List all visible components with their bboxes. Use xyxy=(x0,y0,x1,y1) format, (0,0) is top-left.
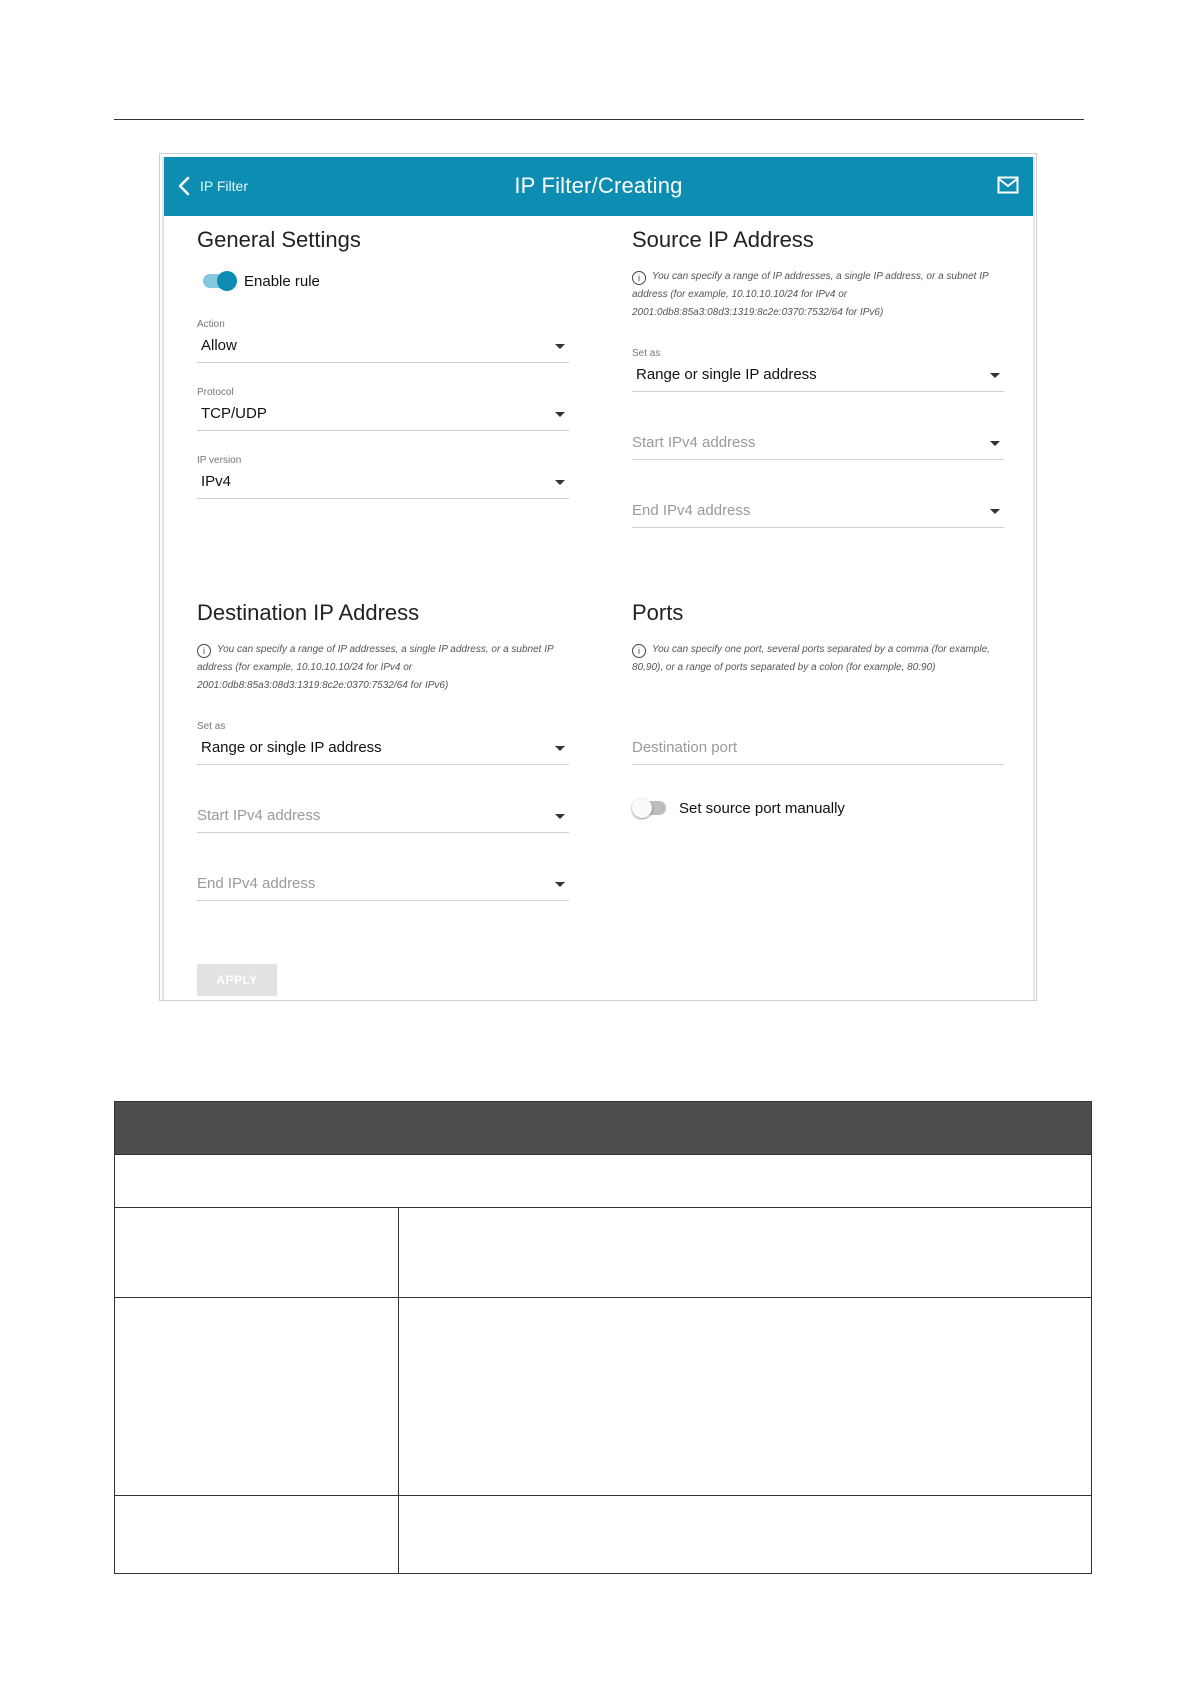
caret-down-icon xyxy=(555,412,565,417)
destination-ip-title: Destination IP Address xyxy=(197,600,420,625)
toggle-knob xyxy=(632,798,652,818)
enable-rule-label: Enable rule xyxy=(244,273,320,290)
info-icon: i xyxy=(632,644,646,658)
source-start-ip-placeholder: Start IPv4 address xyxy=(632,434,756,451)
apply-button[interactable]: APPLY xyxy=(197,964,277,996)
source-end-ip-placeholder: End IPv4 address xyxy=(632,502,751,519)
general-settings-title: General Settings xyxy=(197,227,361,252)
enable-rule-toggle[interactable] xyxy=(203,274,235,288)
destination-port-input[interactable] xyxy=(632,735,1004,765)
source-port-manual-label: Set source port manually xyxy=(679,800,845,817)
info-icon: i xyxy=(632,271,646,285)
source-end-ip-select[interactable] xyxy=(632,498,1004,528)
destination-set-as-label: Set as xyxy=(197,721,226,732)
destination-start-ip-placeholder: Start IPv4 address xyxy=(197,807,321,824)
ports-hint-text: You can specify one port, several ports separated by a comma (for example, 80,90), or a range of ports separated by a colon (for example, 80:90) xyxy=(632,644,990,673)
table-cell xyxy=(399,1208,1092,1298)
caret-down-icon xyxy=(555,882,565,887)
source-ip-title: Source IP Address xyxy=(632,227,814,252)
caret-down-icon xyxy=(555,480,565,485)
source-set-as-select[interactable] xyxy=(632,362,1004,392)
toggle-knob xyxy=(217,271,237,291)
table-row xyxy=(115,1155,1092,1208)
caret-down-icon xyxy=(990,509,1000,514)
protocol-select[interactable] xyxy=(197,401,569,431)
caret-down-icon xyxy=(555,344,565,349)
caret-down-icon xyxy=(990,373,1000,378)
table-cell xyxy=(115,1496,399,1574)
mail-icon[interactable] xyxy=(997,176,1019,199)
info-icon: i xyxy=(197,644,211,658)
ports-title: Ports xyxy=(632,600,684,625)
destination-ip-hint xyxy=(197,641,557,695)
ip-version-select[interactable] xyxy=(197,469,569,499)
source-ip-hint xyxy=(632,268,997,322)
action-value: Allow xyxy=(201,337,237,354)
ip-version-label: IP version xyxy=(197,455,242,466)
action-label: Action xyxy=(197,319,225,330)
destination-set-as-value: Range or single IP address xyxy=(201,739,382,756)
caret-down-icon xyxy=(990,441,1000,446)
table-cell xyxy=(399,1298,1092,1496)
caret-down-icon xyxy=(555,814,565,819)
table-cell xyxy=(115,1155,1092,1208)
back-link-label: IP Filter xyxy=(200,178,248,194)
table-row xyxy=(115,1208,1092,1298)
source-ip-hint-text: You can specify a range of IP addresses, a single IP address, or a subnet IP address (for example, 10.10.10.10/24 for IPv4 or 2001:0db8:85a3:08d3:1319:8c2e:0370:7532/64 for IPv6) xyxy=(632,271,989,318)
table-header-cell xyxy=(115,1102,1092,1155)
destination-end-ip-placeholder: End IPv4 address xyxy=(197,875,316,892)
page-top-rule xyxy=(114,119,1084,120)
source-set-as-label: Set as xyxy=(632,348,661,359)
destination-port-placeholder: Destination port xyxy=(632,739,738,756)
table-cell xyxy=(399,1496,1092,1574)
destination-set-as-select[interactable] xyxy=(197,735,569,765)
table-row xyxy=(115,1496,1092,1574)
caret-down-icon xyxy=(555,746,565,751)
destination-ip-hint-text: You can specify a range of IP addresses, a single IP address, or a subnet IP address (for example, 10.10.10.10/24 for IPv4 or 2001:0db8:85a3:08d3:1319:8c2e:0370:7532/64 for IPv6) xyxy=(197,644,554,691)
source-set-as-value: Range or single IP address xyxy=(636,366,817,383)
page-header xyxy=(164,157,1033,216)
parameter-table xyxy=(114,1101,1092,1574)
table-cell xyxy=(115,1208,399,1298)
ip-filter-window xyxy=(162,157,1035,1000)
protocol-label: Protocol xyxy=(197,387,234,398)
destination-end-ip-select[interactable] xyxy=(197,871,569,901)
ports-hint xyxy=(632,641,997,677)
source-start-ip-select[interactable] xyxy=(632,430,1004,460)
protocol-value: TCP/UDP xyxy=(201,405,267,422)
table-row xyxy=(115,1298,1092,1496)
page-title: IP Filter/Creating xyxy=(514,173,683,198)
action-select[interactable] xyxy=(197,333,569,363)
source-port-manual-toggle[interactable] xyxy=(634,801,666,815)
table-cell xyxy=(115,1298,399,1496)
ip-version-value: IPv4 xyxy=(201,473,232,490)
table-header-row xyxy=(115,1102,1092,1155)
destination-start-ip-select[interactable] xyxy=(197,803,569,833)
